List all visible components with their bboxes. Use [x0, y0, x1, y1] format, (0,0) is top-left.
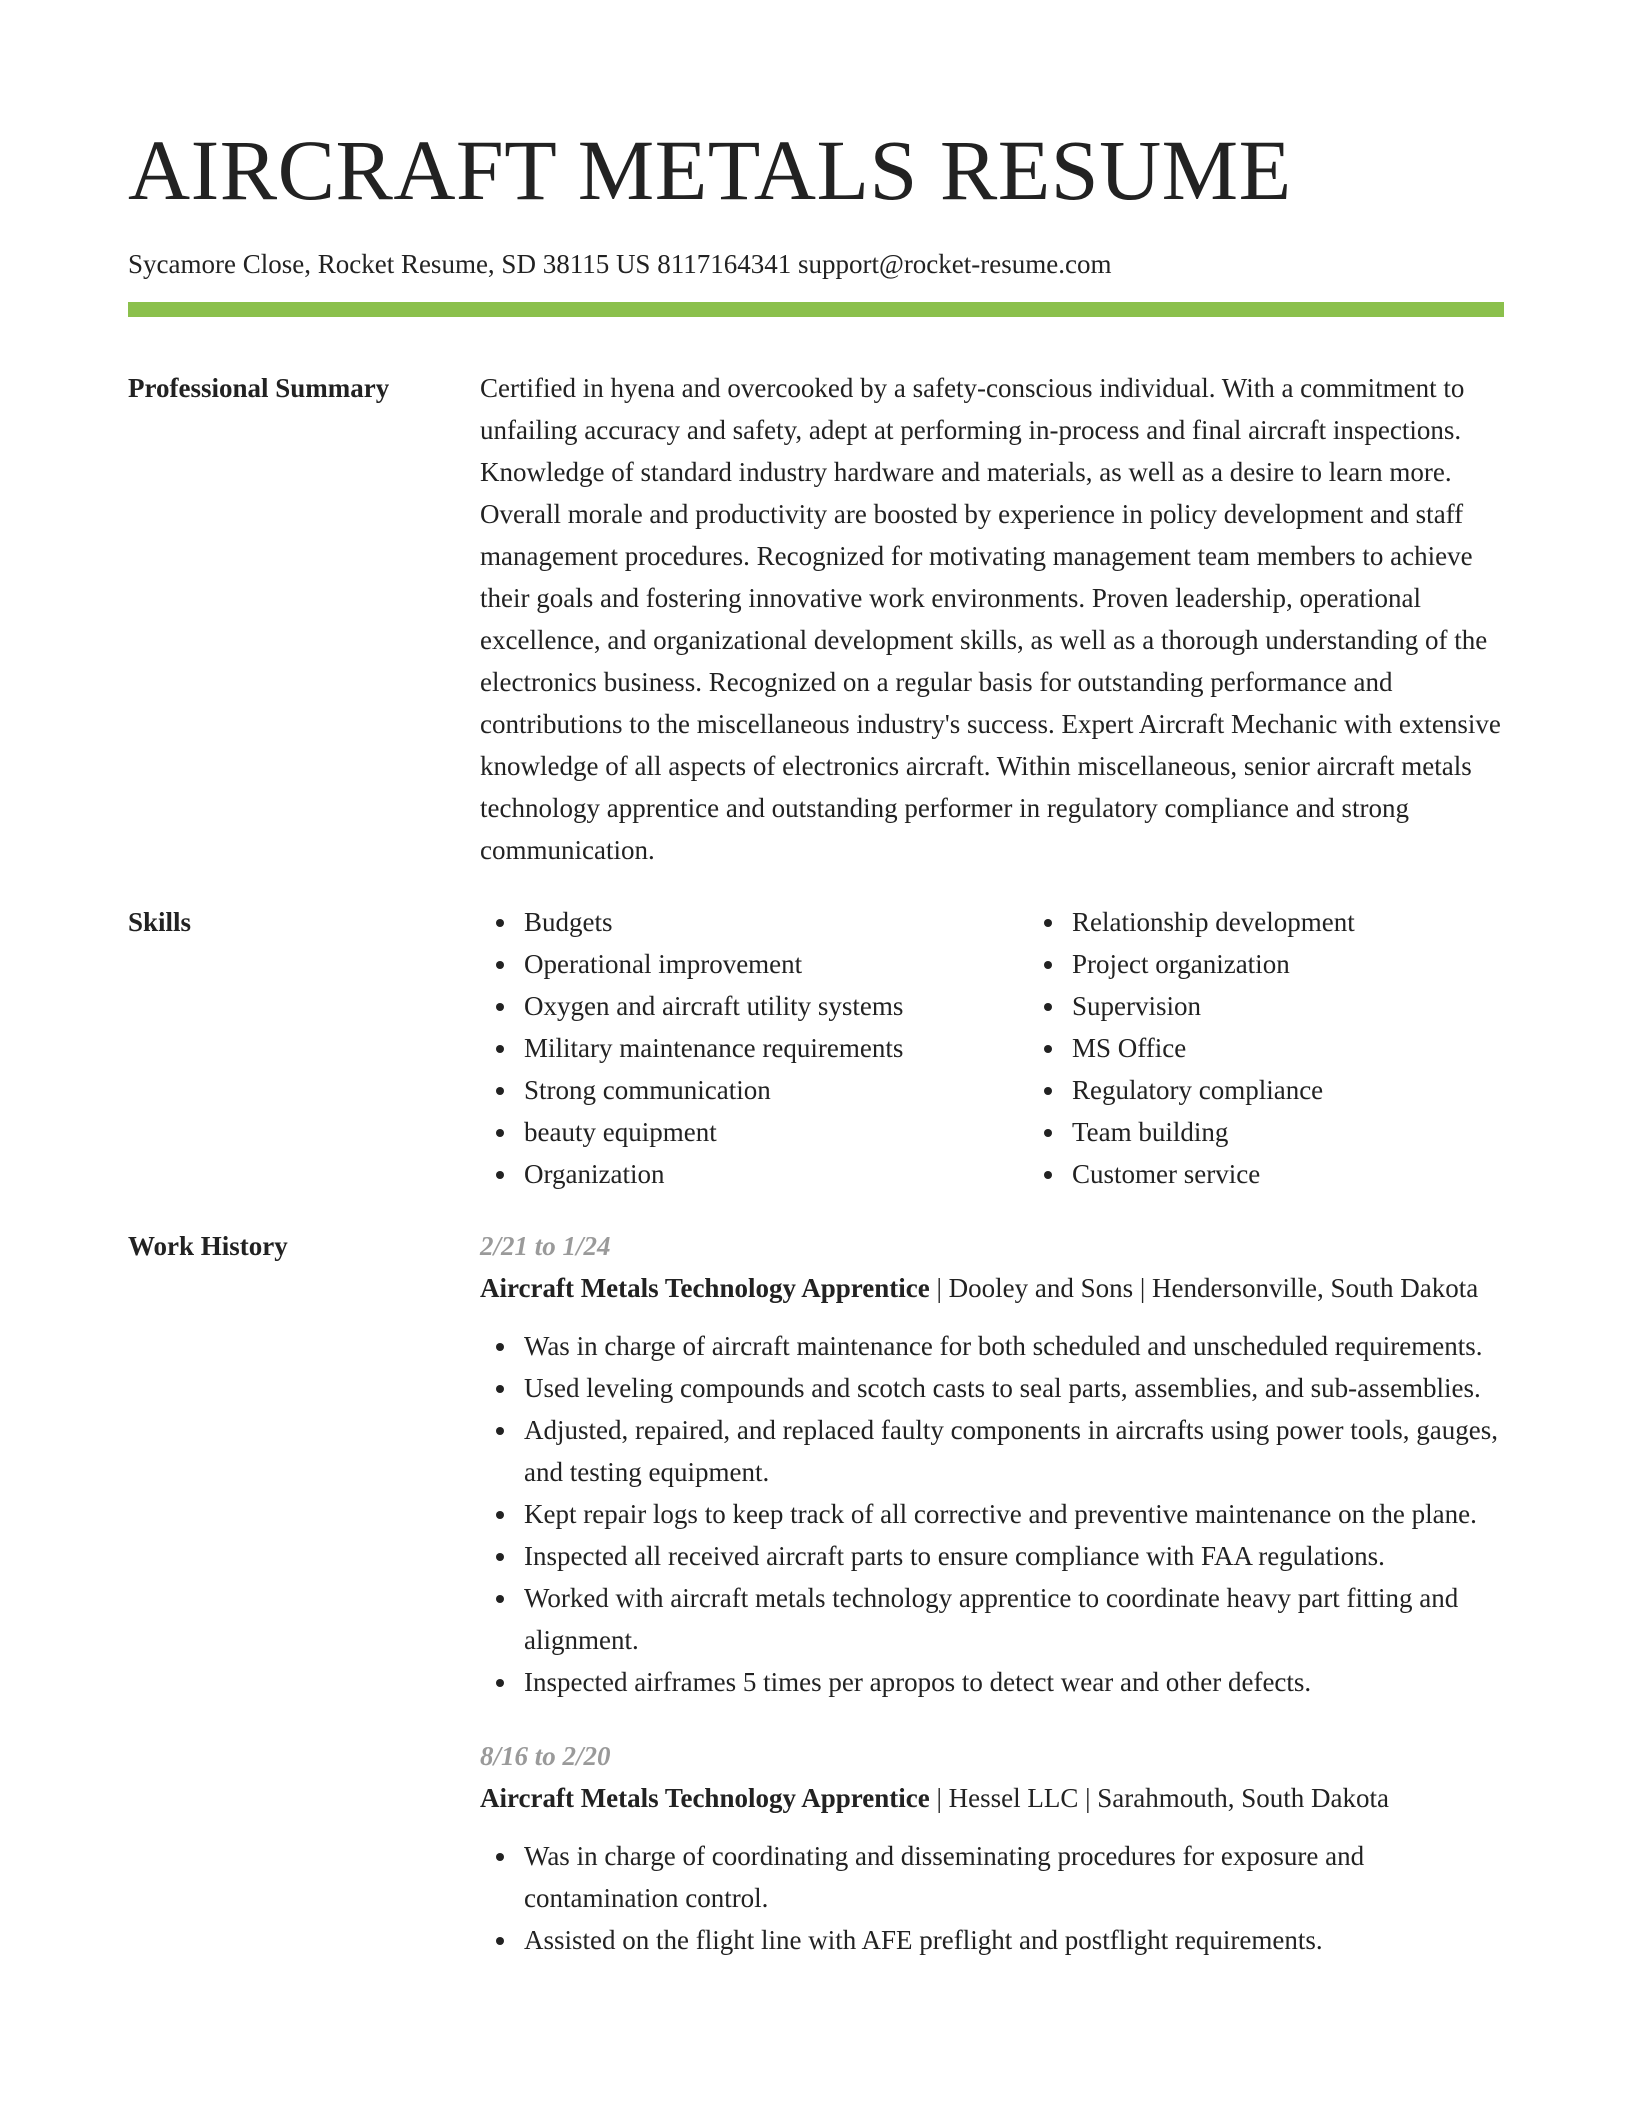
duty-item: Was in charge of aircraft maintenance for both scheduled and unscheduled requirements. [524, 1325, 1504, 1367]
duty-item: Adjusted, repaired, and replaced faulty components in aircrafts using power tools, gauges, and testing equipment. [524, 1409, 1504, 1493]
work-history-heading: Work History [128, 1231, 288, 1261]
skill-item: Customer service [1072, 1153, 1576, 1195]
skills-column-left [480, 901, 1028, 1195]
duty-item: Kept repair logs to keep track of all corrective and preventive maintenance on the plane. [524, 1493, 1504, 1535]
job-duties [480, 1325, 1504, 1703]
job-details: | Hessel LLC | Sarahmouth, South Dakota [929, 1783, 1389, 1813]
job-dates: 2/21 to 1/24 [480, 1231, 611, 1261]
skill-item: Regulatory compliance [1072, 1069, 1576, 1111]
job-title: Aircraft Metals Technology Apprentice [480, 1783, 930, 1813]
job-heading [480, 1777, 1504, 1819]
skill-item: Relationship development [1072, 901, 1576, 943]
summary-text: Certified in hyena and overcooked by a safety-conscious individual. With a commitment to unfailing accuracy and safety, adept at performing in-process and final aircraft inspections. Knowledge of standard industry hardware and materials, as well as a desire to learn more. Overall morale and productivity are boosted by experience in policy development and staff management procedures. Recognized for motivating management team members to achieve their goals and fostering innovative work environments. Proven leadership, operational excellence, and organizational development skills, as well as a thorough understanding of the electronics business. Recognized on a regular basis for outstanding performance and contributions to the miscellaneous industry's success. Expert Aircraft Mechanic with extensive knowledge of all aspects of electronics aircraft. Within miscellaneous, senior aircraft metals technology apprentice and outstanding performer in regulatory compliance and strong communication. [480, 373, 1501, 865]
duty-item: Inspected airframes 5 times per apropos to detect wear and other defects. [524, 1661, 1504, 1703]
duty-item: Worked with aircraft metals technology apprentice to coordinate heavy part fitting and alignment. [524, 1577, 1504, 1661]
skill-item: Military maintenance requirements [524, 1027, 1028, 1069]
skill-item: Team building [1072, 1111, 1576, 1153]
duty-item: Inspected all received aircraft parts to ensure compliance with FAA regulations. [524, 1535, 1504, 1577]
header-divider [128, 302, 1504, 317]
skill-item: Project organization [1072, 943, 1576, 985]
summary-section [128, 367, 1504, 871]
resume-title: AIRCRAFT METALS RESUME [128, 122, 1292, 218]
work-history-list [480, 1225, 1504, 1961]
job-dates: 8/16 to 2/20 [480, 1741, 611, 1771]
skills-section [128, 901, 1504, 1195]
skill-item: MS Office [1072, 1027, 1576, 1069]
skill-item: Oxygen and aircraft utility systems [524, 985, 1028, 1027]
job-title: Aircraft Metals Technology Apprentice [480, 1273, 930, 1303]
skill-item: Supervision [1072, 985, 1576, 1027]
duty-item: Used leveling compounds and scotch casts to seal parts, assemblies, and sub-assemblies. [524, 1367, 1504, 1409]
skill-item: Strong communication [524, 1069, 1028, 1111]
job-duties [480, 1835, 1504, 1961]
summary-heading: Professional Summary [128, 373, 390, 403]
skills-list [480, 901, 1576, 1195]
job-details: | Dooley and Sons | Hendersonville, South Dakota [929, 1273, 1479, 1303]
skill-item: beauty equipment [524, 1111, 1028, 1153]
skill-item: Budgets [524, 901, 1028, 943]
job-entry [480, 1735, 1504, 1961]
contact-line: Sycamore Close, Rocket Resume, SD 38115 US 8117164341 support@rocket-resume.com [128, 249, 1112, 279]
skill-item: Organization [524, 1153, 1028, 1195]
job-heading [480, 1267, 1504, 1309]
skills-column-right [1028, 901, 1576, 1195]
skills-heading: Skills [128, 907, 192, 937]
duty-item: Was in charge of coordinating and disseminating procedures for exposure and contamination control. [524, 1835, 1504, 1919]
job-entry [480, 1225, 1504, 1703]
resume-page [128, 0, 1504, 1961]
skill-item: Operational improvement [524, 943, 1028, 985]
duty-item: Assisted on the flight line with AFE preflight and postflight requirements. [524, 1919, 1504, 1961]
work-history-section [128, 1225, 1504, 1961]
